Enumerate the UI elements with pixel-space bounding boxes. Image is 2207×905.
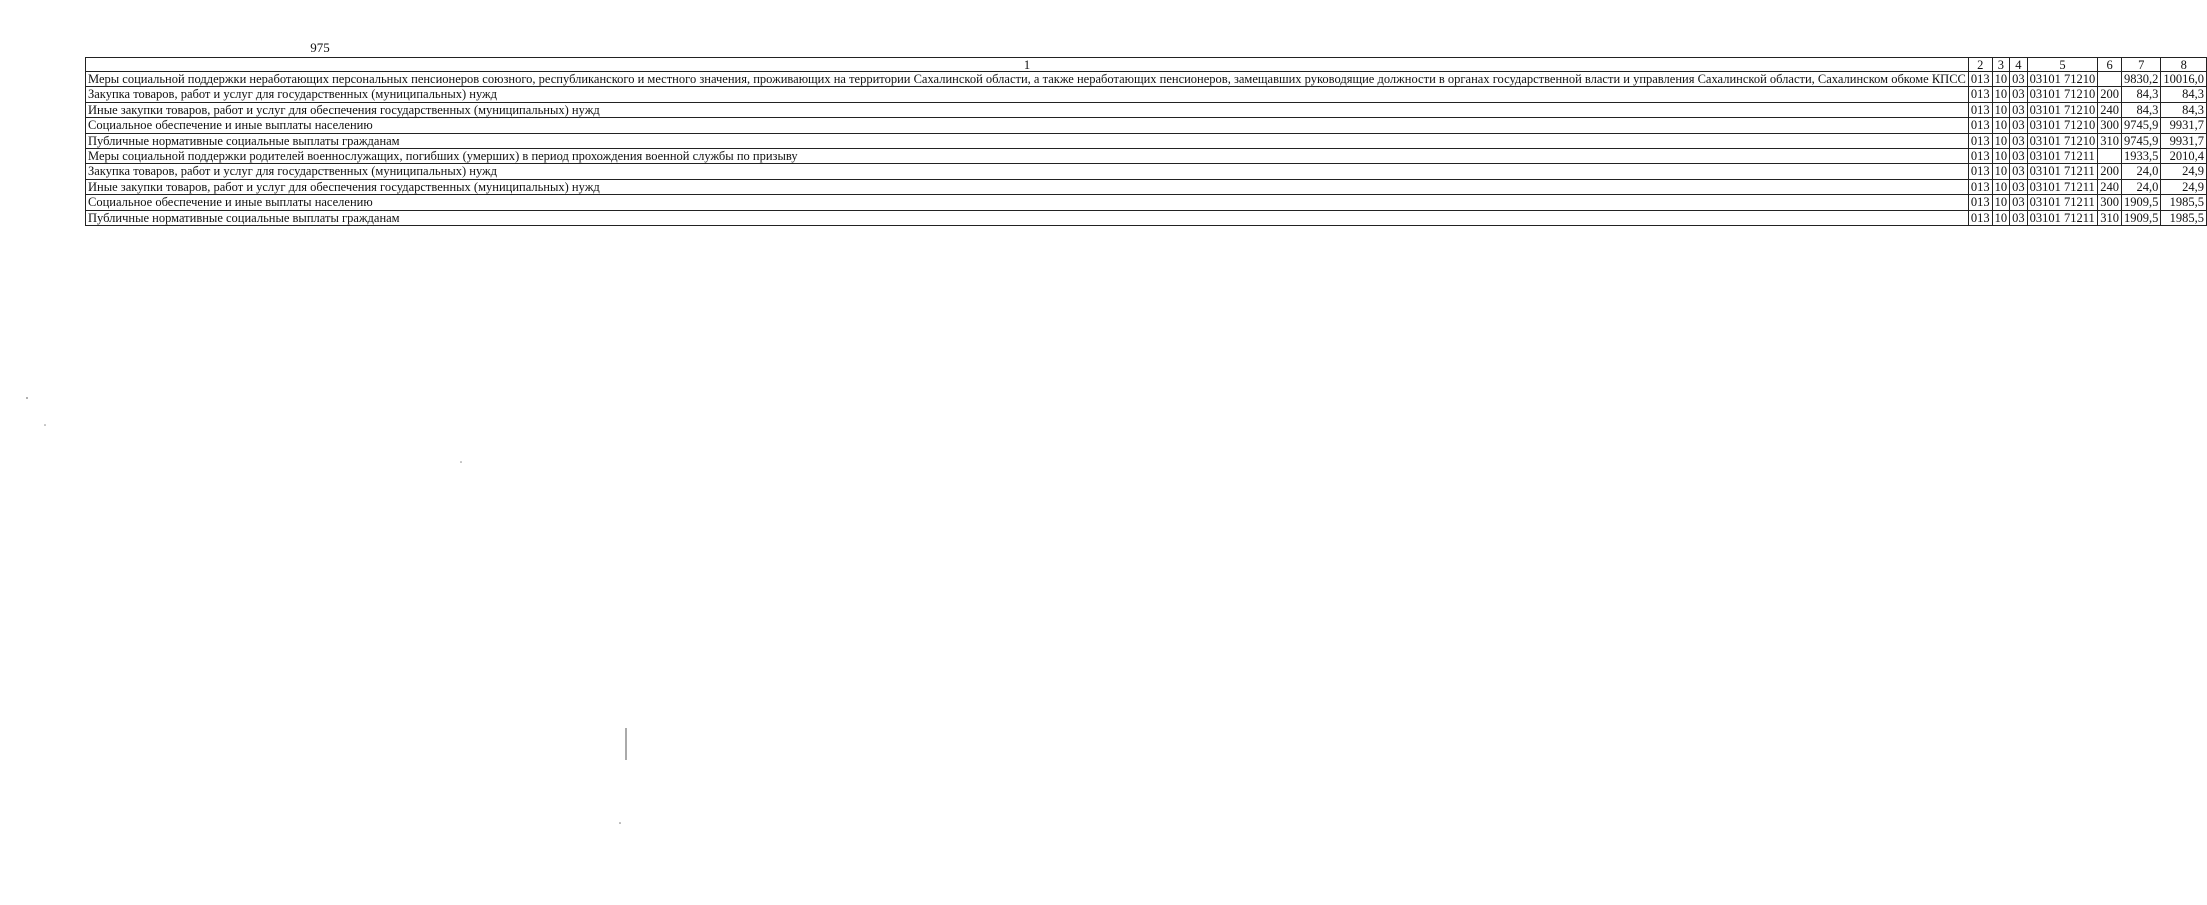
amount-year2-cell: 24,9 xyxy=(2161,179,2207,194)
column-header: 7 xyxy=(2122,58,2161,72)
amount-year2-cell: 2010,4 xyxy=(2161,149,2207,164)
amount-year1-cell: 1909,5 xyxy=(2122,195,2161,210)
column-header: 4 xyxy=(2010,58,2028,72)
target-article-cell: 03101 71211 xyxy=(2027,164,2098,179)
section-cell: 10 xyxy=(1992,149,2010,164)
ved-cell: 013 xyxy=(1968,102,1992,117)
row-name-cell: Закупка товаров, работ и услуг для государственных (муниципальных) нужд xyxy=(86,87,1969,102)
ved-cell: 013 xyxy=(1968,118,1992,133)
target-article-cell: 03101 71210 xyxy=(2027,102,2098,117)
page-number: 975 xyxy=(310,40,330,55)
section-cell: 10 xyxy=(1992,179,2010,194)
target-article-cell: 03101 71211 xyxy=(2027,195,2098,210)
target-article-cell: 03101 71211 xyxy=(2027,179,2098,194)
amount-year1-cell: 84,3 xyxy=(2122,87,2161,102)
target-article-cell: 03101 71211 xyxy=(2027,210,2098,225)
column-header: 1 xyxy=(86,58,1969,72)
subsection-cell: 03 xyxy=(2010,210,2028,225)
section-cell: 10 xyxy=(1992,195,2010,210)
section-cell: 10 xyxy=(1992,72,2010,87)
amount-year2-cell: 84,3 xyxy=(2161,87,2207,102)
section-cell: 10 xyxy=(1992,133,2010,148)
column-header: 6 xyxy=(2098,58,2122,72)
column-header: 5 xyxy=(2027,58,2098,72)
section-cell: 10 xyxy=(1992,87,2010,102)
expense-type-cell: 310 xyxy=(2098,210,2122,225)
row-name-cell: Меры социальной поддержки неработающих персональных пенсионеров союзного, республиканского и местного значения, проживающих на территории Сахалинской области, а также неработающих пенсионеров, замещавших руководящие должности в органах государственной власти и управления Сахалинской области, Сахалинском обкоме КПСС xyxy=(86,72,1969,87)
amount-year2-cell: 1985,5 xyxy=(2161,195,2207,210)
row-name-cell: Иные закупки товаров, работ и услуг для обеспечения государственных (муниципальных) нужд xyxy=(86,102,1969,117)
section-cell: 10 xyxy=(1992,210,2010,225)
column-header: 8 xyxy=(2161,58,2207,72)
expense-type-cell xyxy=(2098,72,2122,87)
row-name-cell: Публичные нормативные социальные выплаты гражданам xyxy=(86,210,1969,225)
target-article-cell: 03101 71210 xyxy=(2027,72,2098,87)
ved-cell: 013 xyxy=(1968,195,1992,210)
amount-year1-cell: 24,0 xyxy=(2122,179,2161,194)
row-name-cell: Меры социальной поддержки родителей военнослужащих, погибших (умерших) в период прохождения военной службы по призыву xyxy=(86,149,1969,164)
amount-year2-cell: 1985,5 xyxy=(2161,210,2207,225)
amount-year1-cell: 9830,2 xyxy=(2122,72,2161,87)
expense-type-cell: 300 xyxy=(2098,118,2122,133)
row-name-cell: Публичные нормативные социальные выплаты гражданам xyxy=(86,133,1969,148)
ved-cell: 013 xyxy=(1968,133,1992,148)
scan-speck xyxy=(619,822,621,824)
subsection-cell: 03 xyxy=(2010,102,2028,117)
ved-cell: 013 xyxy=(1968,72,1992,87)
expense-type-cell: 240 xyxy=(2098,102,2122,117)
target-article-cell: 03101 71210 xyxy=(2027,118,2098,133)
section-cell: 10 xyxy=(1992,102,2010,117)
amount-year1-cell: 9745,9 xyxy=(2122,118,2161,133)
row-name-cell: Закупка товаров, работ и услуг для государственных (муниципальных) нужд xyxy=(86,164,1969,179)
subsection-cell: 03 xyxy=(2010,195,2028,210)
scan-specks xyxy=(0,0,640,905)
scan-speck xyxy=(460,461,462,463)
amount-year1-cell: 1933,5 xyxy=(2122,149,2161,164)
subsection-cell: 03 xyxy=(2010,179,2028,194)
amount-year1-cell: 24,0 xyxy=(2122,164,2161,179)
ved-cell: 013 xyxy=(1968,149,1992,164)
scan-speck xyxy=(44,424,46,426)
ved-cell: 013 xyxy=(1968,210,1992,225)
subsection-cell: 03 xyxy=(2010,87,2028,102)
expense-type-cell: 310 xyxy=(2098,133,2122,148)
row-name-cell: Социальное обеспечение и иные выплаты населению xyxy=(86,195,1969,210)
ved-cell: 013 xyxy=(1968,179,1992,194)
scan-speck xyxy=(26,397,28,399)
expense-type-cell: 300 xyxy=(2098,195,2122,210)
section-cell: 10 xyxy=(1992,164,2010,179)
row-name-cell: Социальное обеспечение и иные выплаты населению xyxy=(86,118,1969,133)
target-article-cell: 03101 71210 xyxy=(2027,87,2098,102)
target-article-cell: 03101 71210 xyxy=(2027,133,2098,148)
expense-type-cell: 240 xyxy=(2098,179,2122,194)
section-cell: 10 xyxy=(1992,118,2010,133)
column-header: 3 xyxy=(1992,58,2010,72)
amount-year1-cell: 9745,9 xyxy=(2122,133,2161,148)
amount-year1-cell: 84,3 xyxy=(2122,102,2161,117)
amount-year2-cell: 9931,7 xyxy=(2161,118,2207,133)
ved-cell: 013 xyxy=(1968,87,1992,102)
subsection-cell: 03 xyxy=(2010,133,2028,148)
amount-year2-cell: 24,9 xyxy=(2161,164,2207,179)
row-name-cell: Иные закупки товаров, работ и услуг для обеспечения государственных (муниципальных) нужд xyxy=(86,179,1969,194)
column-header: 2 xyxy=(1968,58,1992,72)
subsection-cell: 03 xyxy=(2010,118,2028,133)
target-article-cell: 03101 71211 xyxy=(2027,149,2098,164)
ved-cell: 013 xyxy=(1968,164,1992,179)
amount-year2-cell: 10016,0 xyxy=(2161,72,2207,87)
subsection-cell: 03 xyxy=(2010,164,2028,179)
amount-year2-cell: 84,3 xyxy=(2161,102,2207,117)
expense-type-cell xyxy=(2098,149,2122,164)
amount-year2-cell: 9931,7 xyxy=(2161,133,2207,148)
subsection-cell: 03 xyxy=(2010,72,2028,87)
subsection-cell: 03 xyxy=(2010,149,2028,164)
expense-type-cell: 200 xyxy=(2098,87,2122,102)
amount-year1-cell: 1909,5 xyxy=(2122,210,2161,225)
expense-type-cell: 200 xyxy=(2098,164,2122,179)
